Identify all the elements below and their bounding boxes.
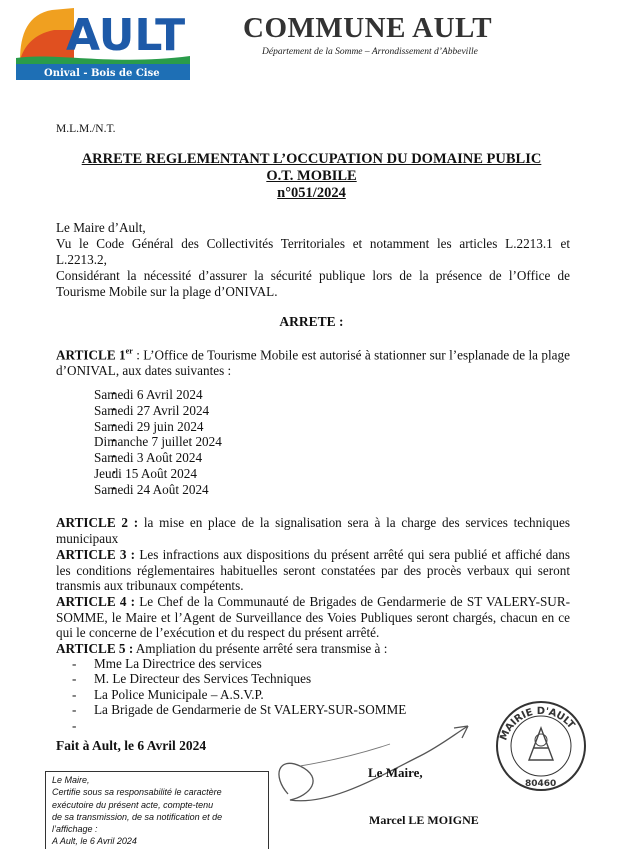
preamble-maire: Le Maire d’Ault,	[56, 220, 146, 235]
reference-code: M.L.M./N.T.	[56, 123, 116, 135]
article-4-label: ARTICLE 4 :	[56, 594, 136, 609]
cert-line: A Ault, le 6 Avril 2024	[52, 836, 137, 847]
decree-number: n°051/2024	[277, 185, 346, 201]
article-3	[56, 547, 570, 594]
list-item: - M. Le Directeur des Services Techniques	[94, 671, 406, 686]
signatory-name: Marcel LE MOIGNE	[369, 813, 479, 827]
article-3-label: ARTICLE 3 :	[56, 547, 136, 562]
title-line-2: O.T. MOBILE	[266, 168, 357, 184]
preamble-considerant: Considérant la nécessité d’assurer la sécurité publique lors de la présence de l’Office de Tourisme Mobile sur la plage d’ONIVAL.	[56, 268, 570, 299]
svg-text:MAIRIE D'AULT: MAIRIE D'AULT	[498, 706, 577, 743]
commune-title: COMMUNE AULT	[243, 12, 493, 44]
logo-wordmark: AULT	[66, 10, 186, 61]
list-item: • Dimanche 7 juillet 2024	[94, 434, 222, 450]
article-2-label: ARTICLE 2 :	[56, 515, 139, 530]
article-5-label: ARTICLE 5 :	[56, 641, 134, 656]
article-2	[56, 515, 570, 546]
list-item: - La Brigade de Gendarmerie de St VALERY-SUR-SOMME	[94, 702, 406, 717]
list-item: - Mme La Directrice des services	[94, 656, 406, 671]
article-1-sup: er	[125, 347, 133, 356]
logo-subtitle: Onival - Bois de Cise	[44, 68, 160, 79]
arrete-heading: ARRETE :	[279, 314, 344, 329]
preamble-vu: Vu le Code Général des Collectivités Territoriales et notamment les articles L.2213.1 et L.2213.2,	[56, 236, 570, 267]
list-item: • Samedi 3 Août 2024	[94, 450, 222, 466]
article-3-text: Les infractions aux dispositions du présent arrêté qui sera publié et affiché dans les conditions réglementaires habituelles seront constatées par des procès verbaux qui seront transmis aux tribunaux compétents.	[56, 547, 570, 594]
official-stamp	[493, 698, 589, 803]
list-item: • Samedi 6 Avril 2024	[94, 387, 222, 403]
list-item: • Samedi 27 Avril 2024	[94, 403, 222, 419]
title-line-1: ARRETE REGLEMENTANT L’OCCUPATION DU DOMAINE PUBLIC	[81, 151, 542, 167]
signature-title: Le Maire,	[368, 765, 423, 780]
department-line: Département de la Somme – Arrondissement d’Abbeville	[262, 47, 478, 57]
handwritten-signature	[270, 716, 480, 811]
cert-line: exécutoire du présent acte, compte-tenu	[52, 799, 214, 810]
list-item: • Samedi 29 juin 2024	[94, 419, 222, 435]
cert-line: Le Maire,	[52, 775, 90, 785]
article-4	[56, 594, 570, 641]
place-date: Fait à Ault, le 6 Avril 2024	[56, 738, 207, 753]
article-1-label: ARTICLE 1	[56, 347, 126, 363]
list-item: - La Police Municipale – A.S.V.P.	[94, 687, 406, 702]
commune-logo	[14, 4, 192, 80]
cert-line: Certifie sous sa responsabilité le caractère	[52, 787, 222, 798]
dates-list	[56, 387, 222, 498]
cert-line: de sa transmission, de sa notification et de	[52, 811, 223, 822]
svg-text:80460: 80460	[525, 779, 557, 789]
list-item: • Samedi 24 Août 2024	[94, 482, 222, 498]
article-5-text: Ampliation du présente arrêté sera transmise à :	[133, 641, 388, 656]
article-2-text: la mise en place de la signalisation sera à la charge des services techniques municipaux	[56, 515, 571, 546]
article-5	[56, 641, 570, 657]
article-4-text: Le Chef de la Communauté de Brigades de Gendarmerie de ST VALERY-SUR-SOMME, le Maire et l’Agent de Surveillance des Voies Publiques seront chargés, chacun en ce qui le concerne de l’exécution et du respect du présent arrêté.	[56, 594, 571, 641]
list-item: • Jeudi 15 Août 2024	[94, 466, 222, 482]
article-1	[56, 344, 570, 379]
certification-box	[45, 771, 269, 849]
cert-line: l’affichage :	[52, 824, 98, 835]
article-1-text: : L’Office de Tourisme Mobile est autorisé à stationner sur l’esplanade de la plage d’ONIVAL, aux dates suivantes :	[56, 347, 570, 378]
